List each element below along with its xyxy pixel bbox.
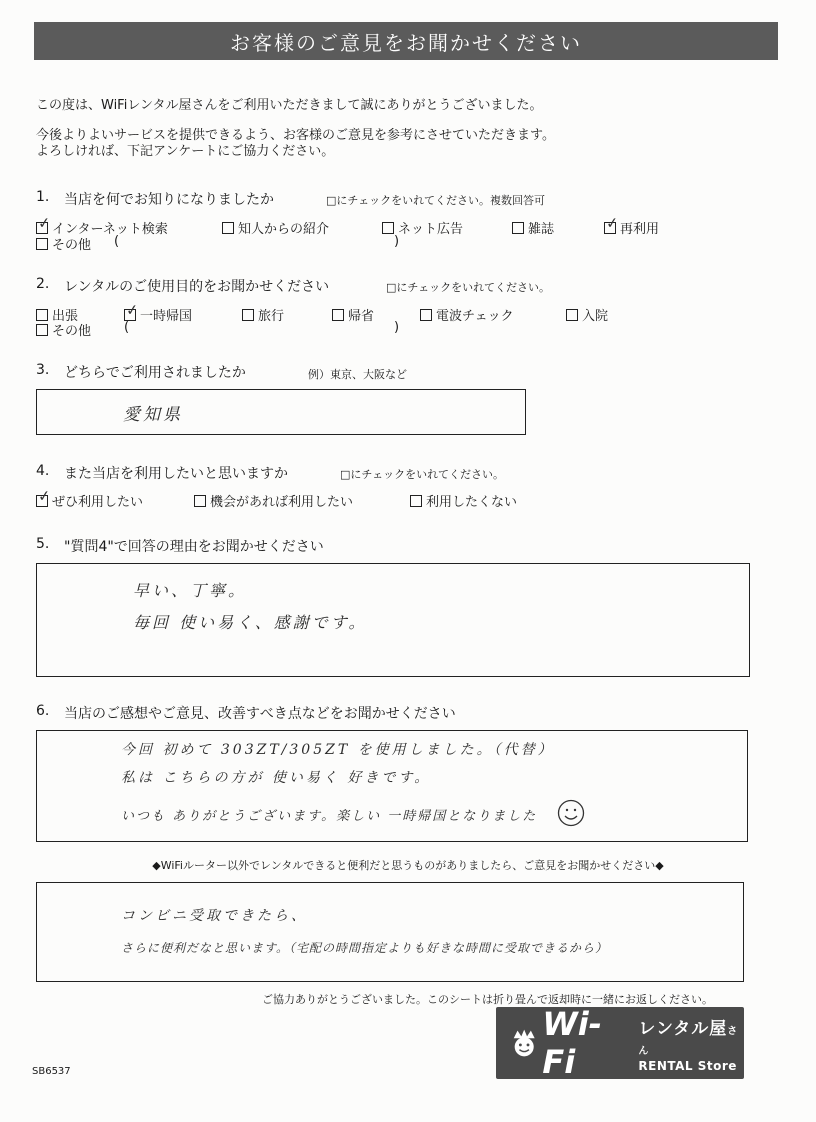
option-label: 再利用 xyxy=(620,222,660,237)
q5-answer-line: 毎回 使い易く、感謝です。 xyxy=(133,613,368,632)
q5-answer-line: 早い、丁寧。 xyxy=(133,581,248,600)
checkbox[interactable] xyxy=(222,222,234,234)
q2-question: レンタルのご使用目的をお聞かせください xyxy=(64,279,330,295)
option-label: 帰省 xyxy=(348,309,375,324)
option-label: ぜひ利用したい xyxy=(52,495,144,510)
checkbox[interactable] xyxy=(36,212,52,234)
option-label: 出張 xyxy=(52,309,79,324)
checkbox[interactable] xyxy=(420,309,432,321)
q3-answer-box[interactable] xyxy=(36,389,526,435)
logo-jp-small: さん xyxy=(638,1025,739,1057)
logo-jp-main: レンタル屋 xyxy=(638,1018,728,1039)
logo-text-group xyxy=(638,1014,744,1073)
checkbox[interactable] xyxy=(124,299,140,321)
smiley-icon xyxy=(557,799,585,827)
footer-thanks: ご協力ありがとうございました。このシートは折り畳んで返却時に一緒にお返しください。 xyxy=(262,993,713,1006)
logo-en-text: RENTAL Store xyxy=(638,1058,737,1073)
checkbox[interactable] xyxy=(36,309,48,321)
option-label: ネット広告 xyxy=(398,222,464,237)
q1-option-other[interactable] xyxy=(36,234,91,253)
q5-question: "質問4"で回答の理由をお聞かせください xyxy=(64,539,324,555)
checkbox[interactable] xyxy=(36,485,52,507)
logo-jp-text xyxy=(638,1014,744,1059)
q5-number: 5. xyxy=(36,536,50,552)
q4-option-if-chance[interactable] xyxy=(194,491,353,510)
q5-answer-box[interactable] xyxy=(36,563,750,677)
intro-line-1: この度は、WiFiレンタル屋さんをご利用いただきまして誠にありがとうございました。 xyxy=(36,98,543,113)
check-mark-icon: ✓ xyxy=(37,212,52,233)
q2-option-hospitalization[interactable] xyxy=(566,305,608,324)
option-label: その他 xyxy=(52,238,92,253)
checkbox[interactable] xyxy=(242,309,254,321)
q1-other-close-paren: ) xyxy=(394,234,400,249)
option-label: その他 xyxy=(52,324,92,339)
q6-answer-line: いつも ありがとうございます。楽しい 一時帰国となりました xyxy=(121,809,538,824)
q1-question: 当店を何でお知りになりましたか xyxy=(64,192,274,208)
q1-note: □にチェックをいれてください。複数回答可 xyxy=(326,194,546,207)
q2-option-other[interactable] xyxy=(36,320,91,339)
q2-option-temporary-return[interactable] xyxy=(124,299,193,324)
option-label: 入院 xyxy=(582,309,609,324)
checkbox[interactable] xyxy=(566,309,578,321)
intro-line-2: 今後よりよいサービスを提供できるよう、お客様のご意見を参考にさせていただきます。 xyxy=(36,128,555,143)
q6-answer-box[interactable] xyxy=(36,730,748,842)
extra-request-line: さらに便利だなと思います。（宅配の時間指定よりも好きな時間に受取できるから） xyxy=(121,941,609,955)
q6-answer-line: 私は こちらの方が 使い易く 好きです。 xyxy=(121,770,432,786)
extra-request-box[interactable] xyxy=(36,882,744,982)
q1-option-magazine[interactable] xyxy=(512,218,554,237)
q3-note: 例）東京、大阪など xyxy=(308,368,407,381)
q2-other-close-paren: ) xyxy=(394,320,400,335)
check-mark-icon: ✓ xyxy=(605,212,620,233)
q4-option-definitely[interactable] xyxy=(36,485,144,510)
checkbox[interactable] xyxy=(604,212,620,234)
checkbox[interactable] xyxy=(382,222,394,234)
option-label: 旅行 xyxy=(258,309,285,324)
option-label: 知人からの紹介 xyxy=(238,222,330,237)
q2-option-travel[interactable] xyxy=(242,305,284,324)
q1-other-open-paren: ( xyxy=(114,234,120,249)
q4-question: また当店を利用したいと思いますか xyxy=(64,466,288,482)
q2-other-open-paren: ( xyxy=(124,320,130,335)
checkbox[interactable] xyxy=(332,309,344,321)
q4-option-no[interactable] xyxy=(410,491,517,510)
q3-answer: 愛知県 xyxy=(123,405,183,425)
checkbox[interactable] xyxy=(36,324,48,336)
q2-option-signal-check[interactable] xyxy=(420,305,514,324)
check-mark-icon: ✓ xyxy=(125,299,140,320)
option-label: 利用したくない xyxy=(426,495,518,510)
crown-mascot-icon xyxy=(508,1026,540,1060)
q1-option-reuse[interactable] xyxy=(604,212,660,237)
q1-number: 1. xyxy=(36,189,50,205)
intro-line-3: よろしければ、下記アンケートにご協力ください。 xyxy=(36,144,335,159)
q3-number: 3. xyxy=(36,362,50,378)
extra-request-heading: ◆WiFiルーター以外でレンタルできると便利だと思うものがありましたら、ご意見をお聞かせください◆ xyxy=(152,859,664,872)
checkbox[interactable] xyxy=(194,495,206,507)
option-label: 電波チェック xyxy=(436,309,514,324)
q2-note: □にチェックをいれてください。 xyxy=(386,281,551,294)
q2-option-homecoming[interactable] xyxy=(332,305,374,324)
checkbox[interactable] xyxy=(410,495,422,507)
q6-answer-line: 今回 初めて 303ZT/305ZT を使用しました。（代替） xyxy=(121,742,555,758)
page-title: お客様のご意見をお聞かせください xyxy=(34,22,778,60)
option-label: 機会があれば利用したい xyxy=(210,495,354,510)
logo-wifi-text: Wi-Fi xyxy=(542,1005,602,1081)
q6-number: 6. xyxy=(36,703,50,719)
q3-question: どちらでご利用されましたか xyxy=(64,365,246,381)
q2-number: 2. xyxy=(36,276,50,292)
form-code: SB6537 xyxy=(32,1066,71,1077)
q4-number: 4. xyxy=(36,463,50,479)
checkbox[interactable] xyxy=(512,222,524,234)
check-mark-icon: ✓ xyxy=(37,485,52,506)
option-label: 一時帰国 xyxy=(140,309,193,324)
option-label: インターネット検索 xyxy=(52,222,168,237)
q6-question: 当店のご感想やご意見、改善すべき点などをお聞かせください xyxy=(64,706,456,722)
q4-note: □にチェックをいれてください。 xyxy=(340,468,505,481)
wifi-rental-logo xyxy=(496,1007,744,1079)
option-label: 雑誌 xyxy=(528,222,555,237)
q1-option-referral[interactable] xyxy=(222,218,329,237)
extra-request-line: コンビニ受取できたら、 xyxy=(121,908,308,924)
checkbox[interactable] xyxy=(36,238,48,250)
